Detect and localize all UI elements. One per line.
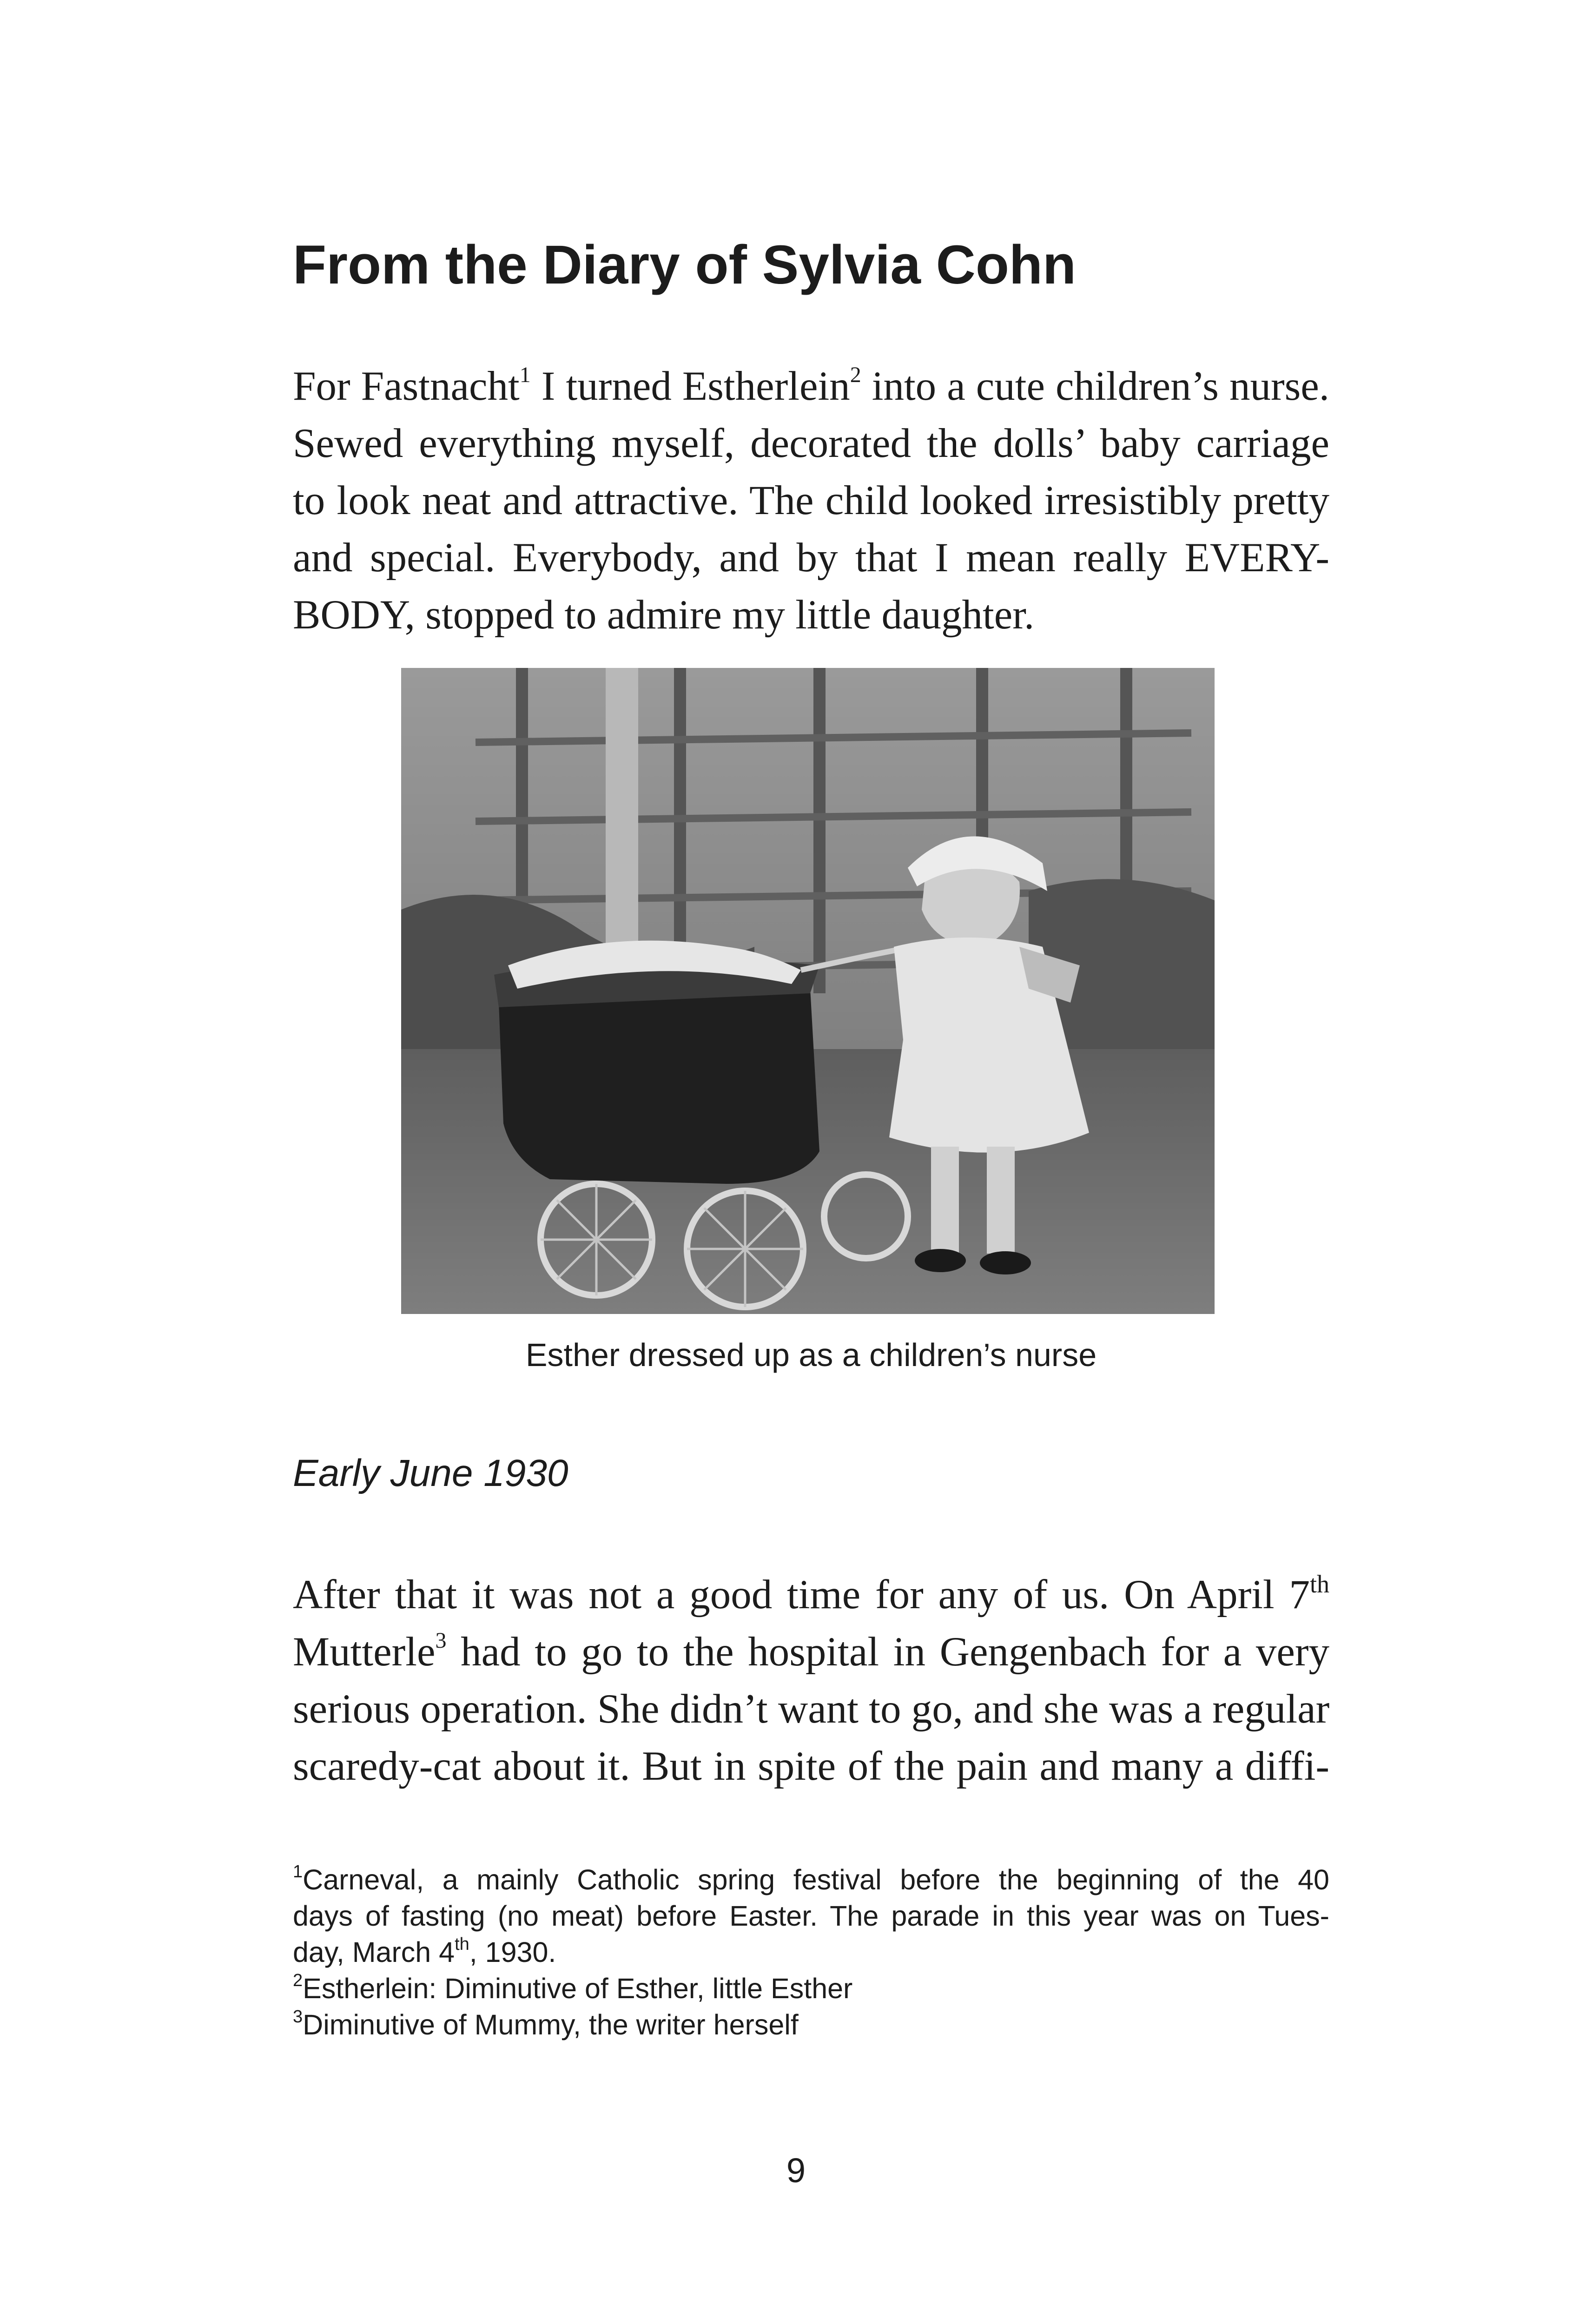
footnote-marker: 2 (293, 1971, 303, 1990)
paragraph-line: After that it was not a good time for any of us. On April 7th (293, 1570, 1329, 1618)
footnotes-section (293, 1862, 1329, 2043)
diary-paragraph-2 (293, 1566, 1329, 1795)
paragraph-line: scaredy-cat about it. But in spite of the pain and many a diffi- (293, 1743, 1329, 1789)
paragraph-line: and special. Everybody, and by that I mean really EVERY- (293, 535, 1329, 581)
photo-caption: Esther dressed up as a children’s nurse (525, 1337, 1097, 1373)
paragraph-line: BODY, stopped to admire my little daughter. (293, 592, 1035, 638)
photo-illustration (401, 668, 1215, 1314)
footnote-ref-2[interactable]: 2 (850, 363, 861, 387)
photo-esther-with-pram (401, 668, 1215, 1314)
paragraph-line: serious operation. She didn’t want to go, and she was a regular (293, 1686, 1330, 1732)
page-title: From the Diary of Sylvia Cohn (293, 234, 1077, 296)
paragraph-line: to look neat and attractive. The child looked irresistibly pretty (293, 478, 1329, 523)
footnote-marker: 3 (293, 2007, 303, 2027)
footnote-ref-1[interactable]: 1 (519, 363, 531, 387)
paragraph-line: Mutterle$^3$ had to go to the hospital in Gengenbach for a very (293, 1628, 1329, 1675)
page-number: 9 (786, 2151, 806, 2190)
footnote-3: $^3$Diminutive of Mummy, the writer herself (293, 2007, 799, 2040)
footnote-marker: 1 (293, 1862, 303, 1882)
footnote-1: $^1$Carneval, a mainly Catholic spring festival before the beginning of the 40 days of fasting (no meat) before Easter. The parade in this year was on Tues- day, March 4th, 1930. (293, 1862, 1329, 1968)
footnote-ref-3[interactable]: 3 (435, 1628, 447, 1653)
section-date: Early June 1930 (293, 1452, 568, 1494)
diary-paragraph-1 (293, 358, 1329, 644)
paragraph-line: Sewed everything myself, decorated the dolls’ baby carriage (293, 421, 1329, 466)
paragraph-line: For Fastnacht$^1$ I turned Estherlein$^2$ into a cute children’s nurse. (293, 363, 1329, 409)
footnote-2: $^2$Estherlein: Diminutive of Esther, little Esther (293, 1971, 853, 2004)
